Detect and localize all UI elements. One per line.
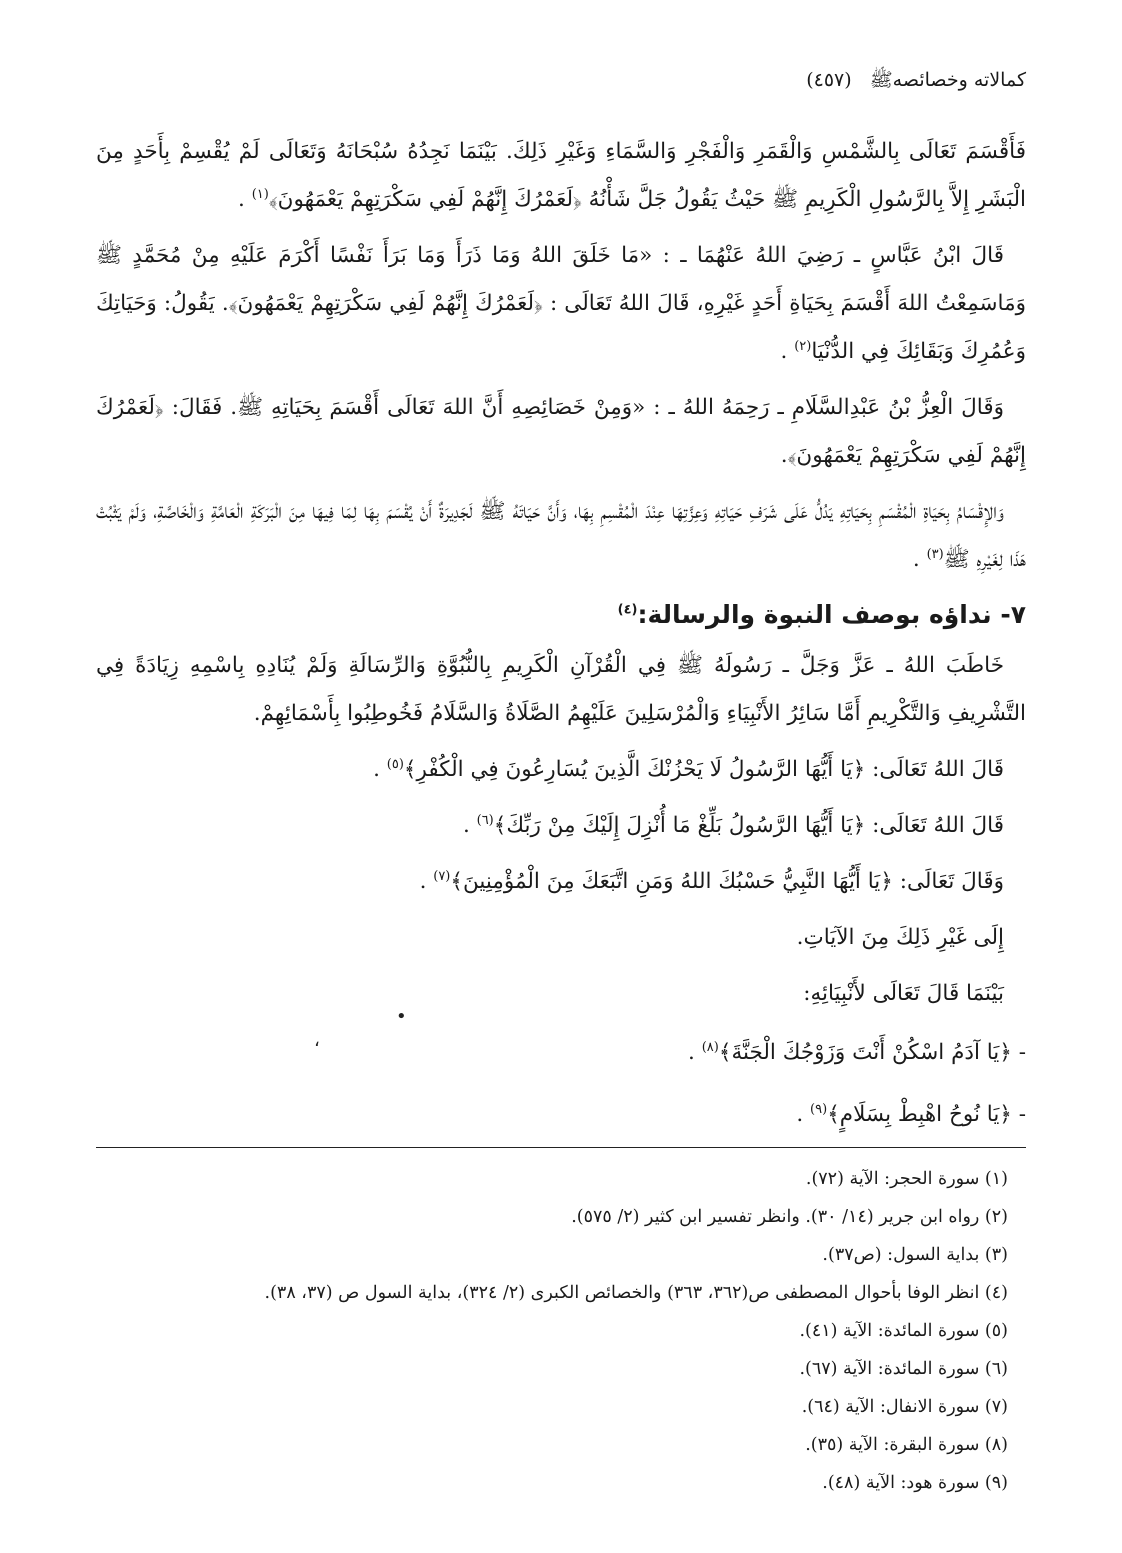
paragraph-text: وَقَالَ الْعِزُّ بْنُ عَبْدِالسَّلَامِ ـ رَحِمَهُ اللهُ ـ : «وَمِنْ خَصَائِصِهِ أَنَّ اللهَ تَعَالَى أَقْسَمَ بِحَيَاتِهِ ﷺ. فَقَالَ: ﴿لَعَمْرُكَ إِنَّهُمْ لَفِي سَكْرَتِهِمْ يَعْمَهُونَ﴾. bbox=[96, 395, 1026, 468]
main-text bbox=[96, 128, 1026, 1150]
punctuation: . bbox=[462, 813, 477, 838]
ink-speck: • bbox=[396, 1006, 407, 1027]
footnote: (٥) سورة المائدة: الآية (٤١). bbox=[799, 1321, 1008, 1341]
footnote: (٨) سورة البقرة: الآية (٣٥). bbox=[805, 1435, 1008, 1455]
dash-item bbox=[96, 1088, 1026, 1142]
footnote-divider bbox=[96, 1147, 1026, 1148]
paragraph bbox=[96, 488, 1026, 584]
footnote-ref: (٩) bbox=[810, 1101, 828, 1117]
running-title-text: كمالاته وخصائصهﷺ bbox=[869, 69, 1026, 91]
footnote-ref: (٨) bbox=[701, 1039, 719, 1055]
page-number: (٤٥٧) bbox=[806, 69, 852, 91]
punctuation: . bbox=[912, 547, 927, 572]
paragraph bbox=[96, 128, 1026, 224]
punctuation: . bbox=[780, 339, 795, 364]
footnote: (٣) بداية السول: (ص٣٧). bbox=[822, 1245, 1008, 1265]
punctuation: . bbox=[419, 869, 434, 894]
verse-line bbox=[96, 802, 1026, 850]
running-title bbox=[806, 62, 1026, 98]
punctuation: . bbox=[688, 1040, 702, 1065]
dash-item bbox=[96, 1026, 1026, 1080]
verse-text: - ﴿يَا آدَمُ اسْكُنْ أَنْتَ وَزَوْجُكَ الْجَنَّةَ﴾ bbox=[718, 1040, 1026, 1065]
footnote: (٩) سورة هود: الآية (٤٨). bbox=[822, 1473, 1008, 1493]
verse-text: وَقَالَ تَعَالَى: ﴿يَا أَيُّهَا النَّبِيُّ حَسْبُكَ اللهُ وَمَنِ اتَّبَعَكَ مِنَ الْمُؤْمِنِينَ﴾ bbox=[450, 869, 1004, 894]
heading-text: ٧- نداؤه بوصف النبوة والرسالة: bbox=[637, 600, 1026, 629]
line-text: إِلَى غَيْرِ ذَلِكَ مِنَ الآيَاتِ. bbox=[796, 925, 1004, 950]
section-heading bbox=[96, 592, 1026, 638]
footnote: (٧) سورة الانفال: الآية (٦٤). bbox=[801, 1397, 1008, 1417]
footnotes bbox=[96, 1160, 1026, 1502]
running-header bbox=[96, 62, 1026, 98]
footnote-ref: (٦) bbox=[476, 812, 494, 828]
punctuation: . bbox=[796, 1102, 811, 1127]
text-line bbox=[96, 970, 1026, 1018]
footnote-ref: (٧) bbox=[433, 868, 451, 884]
footnote-ref: (٣) bbox=[926, 546, 944, 562]
footnote-ref: (٥) bbox=[386, 756, 404, 772]
line-text: بَيْنَمَا قَالَ تَعَالَى لأَنْبِيَائِهِ: bbox=[803, 981, 1004, 1006]
verse-text: قَالَ اللهُ تَعَالَى: ﴿يَا أَيُّهَا الرَّسُولُ لَا يَحْزُنْكَ الَّذِينَ يُسَارِعُونَ فِي الْكُفْرِ﴾ bbox=[403, 757, 1004, 782]
footnote-ref: (٤) bbox=[617, 602, 638, 618]
ink-speck: ، bbox=[314, 1030, 320, 1051]
paragraph bbox=[96, 232, 1026, 376]
verse-text: - ﴿يَا نُوحُ اهْبِطْ بِسَلَامٍ﴾ bbox=[827, 1102, 1026, 1127]
text-line bbox=[96, 914, 1026, 962]
verse-line bbox=[96, 858, 1026, 906]
footnote: (٦) سورة المائدة: الآية (٦٧). bbox=[799, 1359, 1008, 1379]
footnote: (١) سورة الحجر: الآية (٧٢). bbox=[805, 1169, 1008, 1189]
paragraph-text: فَأَقْسَمَ تَعَالَى بِالشَّمْسِ وَالْقَمَرِ وَالْفَجْرِ وَالسَّمَاءِ وَغَيْرِ ذَلِكَ. بَيْنَمَا نَجِدُهُ سُبْحَانَهُ وَتَعَالَى لَمْ يُقْسِمْ بِأَحَدٍ مِنَ الْبَشَرِ إِلاَّ بِالرَّسُولِ الْكَرِيمِ ﷺ حَيْثُ يَقُولُ جَلَّ شَأْنُهُ ﴿لَعَمْرُكَ إِنَّهُمْ لَفِي سَكْرَتِهِمْ يَعْمَهُونَ﴾ bbox=[96, 139, 1026, 212]
punctuation: . bbox=[238, 187, 252, 212]
paragraph-text: وَالإِقْسَامُ بِحَيَاةِ الْمُقْسَمِ بِحَيَاتِهِ يَدُلُّ عَلَى شَرَفِ حَيَاتِهِ وَعِزَّتِهَا عِنْدَ الْمُقْسِمِ بِهَا، وَأَنَّ حَيَاتَهُ ﷺ لَجَدِيرَةٌ أَنْ يُقْسَمَ بِهَا لِمَا فِيهَا مِنَ الْبَرَكَةِ الْعَامَّةِ وَالْخَاصَّةِ، وَلَمْ يَثْبُتْ هَذَا لِغَيْرِهِ ﷺ bbox=[96, 499, 1026, 572]
verse-line bbox=[96, 746, 1026, 794]
footnote: (٤) انظر الوفا بأحوال المصطفى ص(٣٦٢، ٣٦٣) والخصائص الكبرى (٢/ ٣٢٤)، بداية السول ص (٣٧، ٣٨). bbox=[264, 1283, 1008, 1303]
footnote: (٢) رواه ابن جرير (١٤/ ٣٠). وانظر تفسير ابن كثير (٢/ ٥٧٥). bbox=[571, 1207, 1008, 1227]
paragraph bbox=[96, 384, 1026, 480]
verse-text: قَالَ اللهُ تَعَالَى: ﴿يَا أَيُّهَا الرَّسُولُ بَلِّغْ مَا أُنْزِلَ إِلَيْكَ مِنْ رَبِّكَ﴾ bbox=[493, 813, 1004, 838]
footnote-ref: (١) bbox=[251, 186, 269, 202]
punctuation: . bbox=[373, 757, 387, 782]
paragraph bbox=[96, 642, 1026, 738]
footnote-ref: (٢) bbox=[794, 338, 812, 354]
paragraph-text: خَاطَبَ اللهُ ـ عَزَّ وَجَلَّ ـ رَسُولَهُ ﷺ فِي الْقُرْآنِ الْكَرِيمِ بِالنُّبُوَّةِ وَالرِّسَالَةِ وَلَمْ يُنَادِهِ بِاسْمِهِ زِيَادَةً فِي التَّشْرِيفِ وَالتَّكْرِيمِ أَمَّا سَائِرُ الأَنْبِيَاءِ وَالْمُرْسَلِينَ عَلَيْهِمُ الصَّلَاةُ وَالسَّلَامُ فَخُوطِبُوا بِأَسْمَائِهِمْ. bbox=[96, 653, 1026, 726]
paragraph-text: قَالَ ابْنُ عَبَّاسٍ ـ رَضِيَ اللهُ عَنْهُمَا ـ : «مَا خَلَقَ اللهُ وَمَا ذَرَأَ وَمَا بَرَأَ نَفْسًا أَكْرَمَ عَلَيْهِ مِنْ مُحَمَّدٍ ﷺ وَمَاسَمِعْتُ اللهَ أَقْسَمَ بِحَيَاةِ أَحَدٍ غَيْرِهِ، قَالَ اللهُ تَعَالَى : ﴿لَعَمْرُكَ إِنَّهُمْ لَفِي سَكْرَتِهِمْ يَعْمَهُونَ﴾. يَقُولُ: وَحَيَاتِكَ وَعُمُرِكَ وَبَقَائِكَ فِي الدُّنْيَا bbox=[96, 243, 1026, 364]
